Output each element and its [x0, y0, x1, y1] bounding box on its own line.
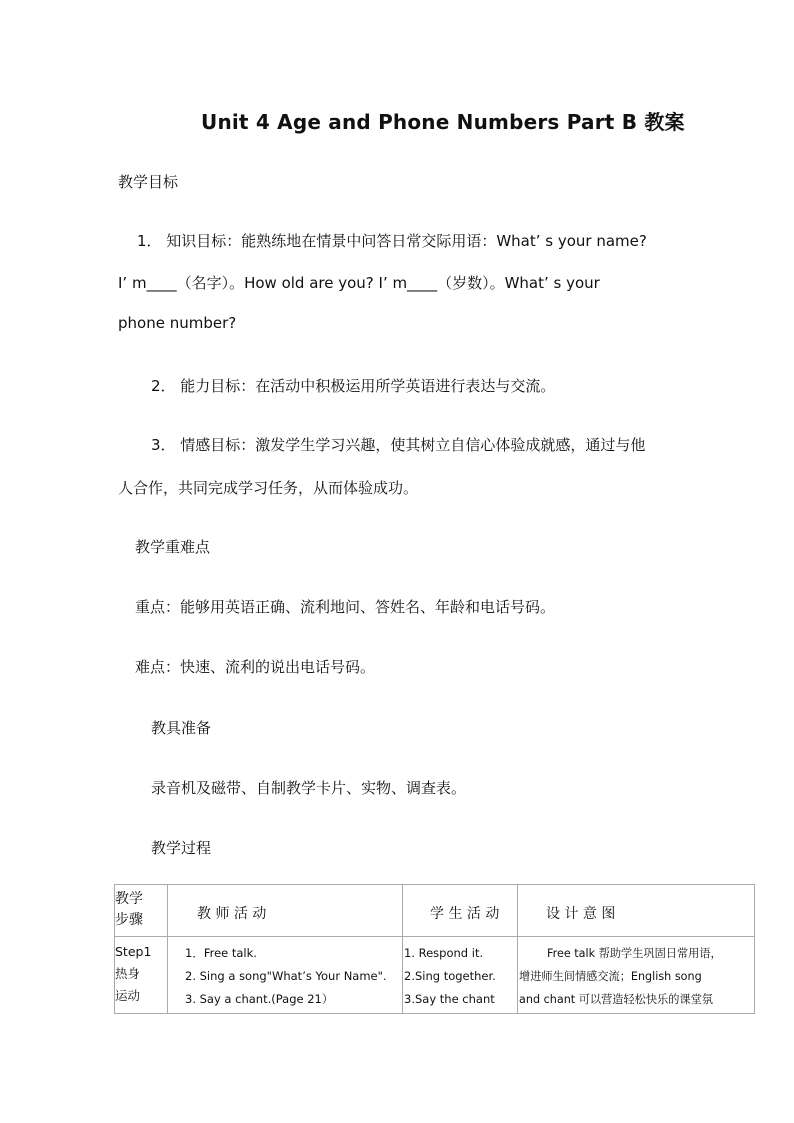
- objective-2: 2． 能力目标：在活动中积极运用所学英语进行表达与交流。: [151, 377, 556, 395]
- row1-design-line-1: Free talk 帮助学生巩固日常用语，: [547, 947, 722, 960]
- materials-heading: 教具准备: [151, 719, 212, 737]
- materials: 录音机及磁带、自制教学卡片、实物、调查表。: [151, 779, 467, 797]
- objectives-heading: 教学目标: [118, 173, 179, 191]
- document-title: Unit 4 Age and Phone Numbers Part B 教案: [201, 110, 685, 134]
- row1-step-line-2: 热身: [115, 966, 141, 981]
- header-step-line-1: 教学: [115, 891, 143, 907]
- objective-3-line-1: 3． 情感目标：激发学生学习兴趣，使其树立自信心体验成就感，通过与他: [151, 436, 646, 454]
- table-header-row: [115, 885, 755, 937]
- objective-1-line-1: 1． 知识目标：能熟练地在情景中问答日常交际用语：What’ s your name?: [137, 232, 647, 250]
- row1-teacher-line-3: 3. Say a chant.(Page 21）: [185, 992, 334, 1006]
- objective-1-line-2: I’ m____（名字）。How old are you? I’ m____（岁数）。What’ s your: [118, 274, 600, 292]
- row1-student-line-2: 2.Sing together.: [404, 969, 496, 983]
- row1-student: [403, 937, 518, 1014]
- row1-student-line-1: 1. Respond it.: [404, 946, 484, 960]
- row1-design-line-3: and chant 可以营造轻松快乐的课堂氛: [519, 993, 713, 1006]
- key-point: 重点：能够用英语正确、流利地问、答姓名、年龄和电话号码。: [135, 598, 556, 616]
- row1-teacher-line-1: 1．Free talk.: [185, 946, 257, 960]
- header-student-label: 学 生 活 动: [430, 906, 500, 922]
- row1-step-line-3: 运动: [115, 988, 141, 1003]
- row1-student-line-3: 3.Say the chant: [404, 992, 495, 1006]
- row1-teacher-line-2: 2. Sing a song"What’s Your Name".: [185, 969, 387, 983]
- table-row: [115, 937, 755, 1014]
- difficult-point: 难点：快速、流利的说出电话号码。: [135, 658, 376, 676]
- key-points-heading: 教学重难点: [135, 538, 211, 556]
- header-teacher: [168, 885, 403, 937]
- row1-design-line-2: 增进师生间情感交流；English song: [519, 970, 702, 983]
- teaching-process-table: [114, 884, 755, 1014]
- header-student: [403, 885, 518, 937]
- objective-1-line-3: phone number?: [118, 314, 237, 332]
- header-teacher-label: 教 师 活 动: [197, 906, 267, 922]
- header-design: [518, 885, 755, 937]
- row1-design: [518, 937, 755, 1014]
- row1-teacher: [168, 937, 403, 1014]
- header-step: [115, 885, 168, 937]
- header-step-line-2: 步骤: [115, 912, 143, 928]
- header-design-label: 设 计 意 图: [546, 906, 616, 922]
- row1-step-line-1: Step1: [115, 944, 152, 959]
- process-heading: 教学过程: [151, 839, 212, 857]
- objective-3-line-2: 人合作，共同完成学习任务，从而体验成功。: [118, 479, 419, 497]
- row1-step: [115, 937, 168, 1014]
